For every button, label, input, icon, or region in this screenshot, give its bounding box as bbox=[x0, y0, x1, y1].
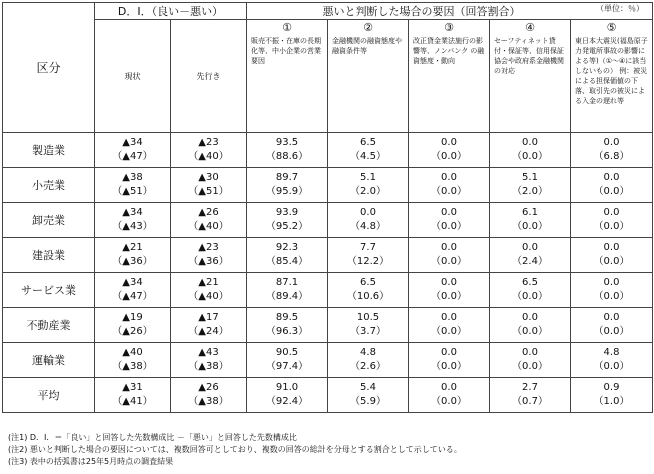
di-outlook: ▲26 （▲38） bbox=[171, 378, 247, 413]
di-outlook: ▲30 （▲51） bbox=[171, 168, 247, 203]
row-label: 不動産業 bbox=[3, 308, 95, 343]
header-row-top bbox=[3, 3, 653, 20]
factor-4-value: 0.0 （0.0） bbox=[490, 133, 571, 168]
di-current: ▲38 （▲51） bbox=[95, 168, 171, 203]
factor-1-value: 90.5 （97.4） bbox=[247, 343, 328, 378]
factor-5-value: 0.0 （0.0） bbox=[571, 273, 653, 308]
table-row bbox=[3, 308, 653, 343]
factor-2-value: 5.4 （5.9） bbox=[328, 378, 409, 413]
table-row bbox=[3, 273, 653, 308]
note-2: (注2) 悪いと判断した場合の要因については、複数回答可としており、複数の回答の総計を分母とする割合として示している。 bbox=[8, 445, 462, 454]
di-current: ▲31 （▲41） bbox=[95, 378, 171, 413]
di-title: D．I．（良い－悪い） bbox=[95, 3, 247, 20]
factor-3-value: 0.0 （0.0） bbox=[409, 238, 490, 273]
factor-5-value: 0.0 （0.0） bbox=[571, 203, 653, 238]
col-outlook: 先行き bbox=[171, 20, 247, 133]
factor-2-value: 4.8 （2.6） bbox=[328, 343, 409, 378]
footnotes bbox=[8, 432, 462, 468]
factor-1-header: ① 販売不振・在庫の長期化等、中小企業の営業要因 bbox=[247, 20, 328, 133]
factor-3-value: 0.0 （0.0） bbox=[409, 133, 490, 168]
factor-4-value: 5.1 （2.0） bbox=[490, 168, 571, 203]
di-outlook: ▲17 （▲24） bbox=[171, 308, 247, 343]
row-label: 運輸業 bbox=[3, 343, 95, 378]
di-current: ▲19 （▲26） bbox=[95, 308, 171, 343]
row-label: サービス業 bbox=[3, 273, 95, 308]
di-current: ▲21 （▲36） bbox=[95, 238, 171, 273]
table-row bbox=[3, 378, 653, 413]
di-current: ▲34 （▲43） bbox=[95, 203, 171, 238]
factor-5-value: 0.0 （6.8） bbox=[571, 133, 653, 168]
factor-2-value: 0.0 （4.8） bbox=[328, 203, 409, 238]
table-row bbox=[3, 343, 653, 378]
di-table bbox=[2, 2, 653, 413]
di-outlook: ▲23 （▲40） bbox=[171, 133, 247, 168]
factor-1-value: 92.3 （85.4） bbox=[247, 238, 328, 273]
col-current: 現状 bbox=[95, 20, 171, 133]
factor-5-value: 4.8 （0.0） bbox=[571, 343, 653, 378]
unit-label: （単位：％） bbox=[596, 4, 644, 13]
table-row bbox=[3, 133, 653, 168]
factor-3-header: ③ 改正貸金業法施行の影響等、ノンバンク の融資態度・動向 bbox=[409, 20, 490, 133]
factor-5-value: 0.0 （0.0） bbox=[571, 308, 653, 343]
factor-1-value: 89.5 （96.3） bbox=[247, 308, 328, 343]
kubun-header: 区分 bbox=[3, 3, 95, 133]
factor-3-value: 0.0 （0.0） bbox=[409, 273, 490, 308]
factor-1-value: 93.9 （95.2） bbox=[247, 203, 328, 238]
factor-4-value: 0.0 （0.0） bbox=[490, 308, 571, 343]
factor-2-value: 6.5 （4.5） bbox=[328, 133, 409, 168]
factor-2-header: ② 金融機関の融資態度や融資条件等 bbox=[328, 20, 409, 133]
di-outlook: ▲21 （▲40） bbox=[171, 273, 247, 308]
di-current: ▲34 （▲47） bbox=[95, 273, 171, 308]
reasons-title: 悪いと判断した場合の要因（回答割合） （単位：％） bbox=[247, 3, 653, 20]
factor-3-value: 0.0 （0.0） bbox=[409, 168, 490, 203]
header-row-sub bbox=[3, 20, 653, 133]
di-current: ▲34 （▲47） bbox=[95, 133, 171, 168]
note-1: (注1) D．I．＝「良い」と回答した先数構成比 －「悪い」と回答した先数構成比 bbox=[8, 433, 297, 442]
factor-5-value: 0.9 （1.0） bbox=[571, 378, 653, 413]
di-outlook: ▲26 （▲40） bbox=[171, 203, 247, 238]
factor-1-value: 87.1 （89.4） bbox=[247, 273, 328, 308]
factor-5-header: ⑤ 東日本大震災(福島原子力発電所事故の影響による等)（①～④に該当しないもの） 例：被災による担保価値の下落、取引先の被災による入金の遅れ等 bbox=[571, 20, 653, 133]
table-body bbox=[3, 133, 653, 413]
factor-2-value: 10.5 （3.7） bbox=[328, 308, 409, 343]
factor-2-value: 7.7 （12.2） bbox=[328, 238, 409, 273]
factor-4-value: 6.5 （0.0） bbox=[490, 273, 571, 308]
factor-1-value: 91.0 （92.4） bbox=[247, 378, 328, 413]
factor-4-value: 2.7 （0.7） bbox=[490, 378, 571, 413]
table-row bbox=[3, 203, 653, 238]
factor-2-value: 6.5 （10.6） bbox=[328, 273, 409, 308]
table-row bbox=[3, 238, 653, 273]
factor-3-value: 0.0 （0.0） bbox=[409, 378, 490, 413]
factor-4-value: 0.0 （0.0） bbox=[490, 343, 571, 378]
factor-5-value: 0.0 （0.0） bbox=[571, 238, 653, 273]
di-outlook: ▲43 （▲38） bbox=[171, 343, 247, 378]
di-outlook: ▲23 （▲36） bbox=[171, 238, 247, 273]
factor-2-value: 5.1 （2.0） bbox=[328, 168, 409, 203]
factor-4-value: 0.0 （2.4） bbox=[490, 238, 571, 273]
di-current: ▲40 （▲38） bbox=[95, 343, 171, 378]
factor-1-value: 93.5 （88.6） bbox=[247, 133, 328, 168]
note-3: (注3) 表中の括弧書は25年5月時点の調査結果 bbox=[8, 457, 174, 466]
factor-1-value: 89.7 （95.9） bbox=[247, 168, 328, 203]
row-label: 平均 bbox=[3, 378, 95, 413]
row-label: 小売業 bbox=[3, 168, 95, 203]
row-label: 建設業 bbox=[3, 238, 95, 273]
row-label: 卸売業 bbox=[3, 203, 95, 238]
factor-4-value: 6.1 （0.0） bbox=[490, 203, 571, 238]
factor-4-header: ④ セーフティネット貸付・保証等、信用保証協会や政府系金融機関の対応 bbox=[490, 20, 571, 133]
factor-5-value: 0.0 （0.0） bbox=[571, 168, 653, 203]
factor-3-value: 0.0 （0.0） bbox=[409, 308, 490, 343]
factor-3-value: 0.0 （0.0） bbox=[409, 203, 490, 238]
factor-3-value: 0.0 （0.0） bbox=[409, 343, 490, 378]
table-row bbox=[3, 168, 653, 203]
row-label: 製造業 bbox=[3, 133, 95, 168]
